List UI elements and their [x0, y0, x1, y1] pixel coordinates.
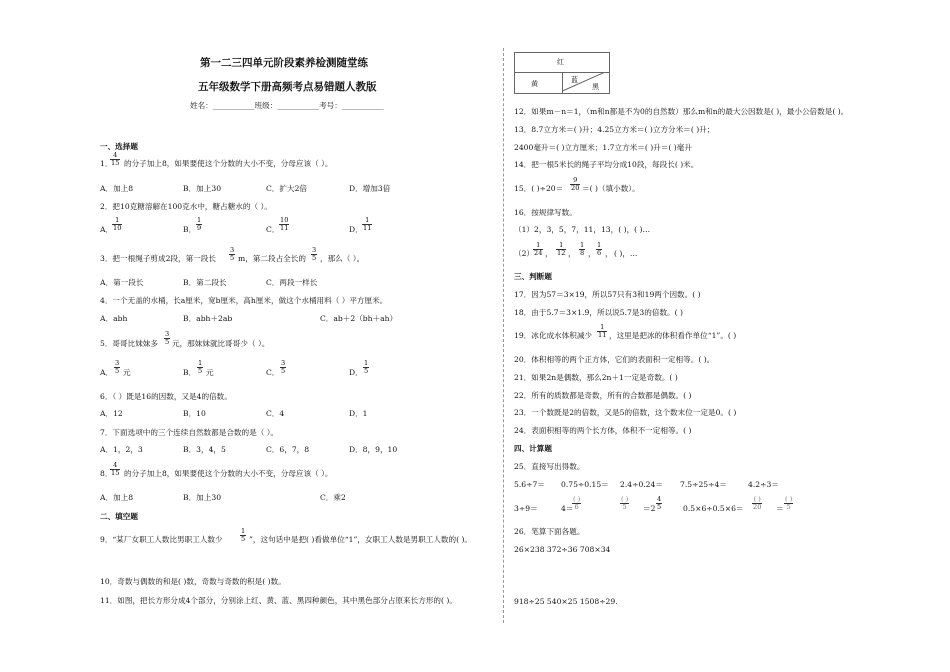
- q1-option-d[interactable]: D．增加3倍: [349, 184, 391, 193]
- q1-option-b[interactable]: B．加上30: [183, 184, 222, 193]
- question-1: 1．: [100, 159, 113, 168]
- question-3: 3．把一根绳子剪成2段，第一段长: [100, 254, 216, 263]
- q4-option-b[interactable]: B．abh＋2ab: [183, 314, 233, 323]
- q4-option-a[interactable]: A．abh: [100, 314, 128, 323]
- q7-option-d[interactable]: D．8，9，10: [349, 445, 398, 454]
- calc-1-5: 4.2÷3＝: [748, 480, 779, 489]
- q1-option-a[interactable]: A．加上8: [100, 184, 134, 193]
- question-25: 25．直接写出得数。: [514, 462, 585, 471]
- q5-option-a-fraction: $\frac{3}{5}$: [115, 359, 120, 375]
- q6-option-b[interactable]: B．10: [183, 409, 206, 418]
- question-14: 14．把一根5米长的绳子平均分成10段，每段长( )米。: [514, 160, 699, 169]
- q2-option-d[interactable]: D．: [349, 225, 363, 234]
- calc-2-3-fraction: ( ) 5: [621, 495, 629, 511]
- calc-2-4: 0.5×6÷0.5×6＝: [683, 504, 744, 513]
- q7-option-a[interactable]: A．1，2，3: [100, 445, 143, 454]
- section-judge: 三、判断题: [514, 272, 552, 281]
- q5-option-b-unit: 元: [206, 368, 214, 377]
- q5-option-a-unit: 元: [123, 368, 131, 377]
- question-11: 11．如图，把长方形分成4个部分，分别涂上红、黄、蓝、黑四种颜色，其中黑色部分占原来长方形的( )。: [100, 596, 457, 605]
- question-9-end: ”，这句话中是把( )看做单位“1”，女职工人数是男职工人数的( )。: [249, 535, 472, 544]
- q5-option-c-fraction: $\frac{3}{5}$: [281, 359, 286, 375]
- q2-option-d-fraction: $\frac{1}{11}$: [363, 216, 372, 232]
- q16-comma-1: ，: [545, 249, 553, 258]
- question-19: 19．冰化成水体积减少: [514, 331, 593, 340]
- calc-1-2: 0.75÷0.15＝: [561, 480, 609, 489]
- student-info-line: 姓名：___________班级：___________考号：___________: [190, 101, 384, 110]
- section-calc: 四、计算题: [514, 444, 552, 453]
- rectangle-figure: [514, 52, 610, 94]
- q16-comma-3: ，: [588, 249, 596, 258]
- calc-2-3-mixed-fraction: $\frac{4}{5}$: [657, 495, 662, 511]
- q8-option-c[interactable]: C．乘2: [320, 493, 346, 502]
- q3-option-c[interactable]: C．两段一样长: [266, 278, 318, 287]
- q2-option-c-fraction: $\frac{10}{11}$: [280, 216, 289, 232]
- q2-option-a-fraction: $\frac{1}{10}$: [113, 216, 122, 232]
- calc-2-5-result-fraction: ( ) 5: [785, 495, 793, 511]
- calc-1-1: 5.6÷7＝: [514, 480, 545, 489]
- q5-option-d[interactable]: D．: [349, 368, 363, 377]
- q6-option-d[interactable]: D．1: [349, 409, 368, 418]
- question-18: 18．由于5.7＝3×1.9，所以说5.7是3的倍数。( ): [514, 308, 683, 317]
- question-5: 5．哥哥比妹妹多: [100, 339, 158, 348]
- q6-option-a[interactable]: A．12: [100, 409, 123, 418]
- question-2: 2．把10克糖溶解在100克水中，糖占糖水的（ ）。: [100, 202, 272, 211]
- q5-option-d-fraction: $\frac{1}{5}$: [364, 359, 369, 375]
- section-fill: 二、填空题: [100, 512, 138, 521]
- question-6: 6．（ ）既是16的因数，又是4的倍数。: [100, 392, 232, 401]
- question-5-end: 元，那妹妹就比哥哥少（ ）。: [172, 339, 270, 348]
- figure-label-blue: 蓝: [571, 76, 578, 84]
- question-16-part-2-end: ( )，…: [614, 249, 638, 258]
- calc-2-3-mid: ＝2: [643, 504, 656, 513]
- q2-option-c[interactable]: C．: [266, 225, 280, 234]
- q16-comma-2: ，: [568, 249, 576, 258]
- question-1-fraction: $\frac{4}{15}$: [111, 151, 120, 167]
- question-19-end: ，这里是把冰的体积看作单位“1”。( ): [609, 331, 737, 340]
- question-22: 22．所有的质数都是奇数，所有的合数都是偶数。( ): [514, 391, 692, 400]
- q5-option-b-fraction: $\frac{1}{5}$: [198, 359, 203, 375]
- question-20: 20．体积相等的两个正方体，它们的表面积一定相等。( )。: [514, 355, 715, 364]
- calc-2-2: 4＝: [561, 504, 574, 513]
- q5-option-b[interactable]: B．: [183, 368, 197, 377]
- question-3-fraction-b: $\frac{3}{5}$: [312, 246, 317, 262]
- column-divider: [503, 48, 504, 623]
- calc-2-2-fraction: ( ) 6: [573, 495, 581, 511]
- question-13-b: 2400毫升＝( )立方厘米；1.7立方米＝( )升＝( )毫升: [514, 143, 692, 152]
- question-17: 17．因为57＝3×19，所以57只有3和19两个因数。( ): [514, 290, 701, 299]
- question-26: 26．笔算下面各题。: [514, 527, 585, 536]
- question-9: 9．“某厂女职工人数比男职工人数少: [100, 535, 223, 544]
- question-4: 4．一个无盖的水桶，长a厘米，宽b厘米，高h厘米，做这个水桶用料（ ）平方厘米。: [100, 296, 388, 305]
- exam-subtitle: 五年级数学下册高频考点易错题人教版: [198, 81, 377, 93]
- written-calc-row-1: 26×238 372÷36 708×34: [514, 545, 611, 554]
- q8-option-b[interactable]: B．加上30: [183, 493, 222, 502]
- q16-fraction-3: $\frac{1}{8}$: [580, 241, 585, 257]
- q5-option-a[interactable]: A．: [100, 368, 114, 377]
- q1-option-c[interactable]: C．扩大2倍: [266, 184, 308, 193]
- exam-title: 第一二三四单元阶段素养检测随堂练: [200, 57, 368, 69]
- q7-option-c[interactable]: C．6，7，8: [266, 445, 310, 454]
- question-15-fraction: $\frac{9}{20}$: [571, 176, 580, 192]
- question-8-fraction: $\frac{4}{15}$: [111, 461, 120, 477]
- question-8-text: 的分子加上8，如果要使这个分数的大小不变，分母应该（ ）。: [124, 469, 333, 478]
- question-9-fraction: $\frac{1}{5}$: [241, 527, 246, 543]
- question-19-fraction: $\frac{1}{11}$: [598, 323, 607, 339]
- q3-option-a[interactable]: A．第一段长: [100, 278, 144, 287]
- section-choice: 一、选择题: [100, 142, 138, 151]
- question-16: 16．按规律写数。: [514, 208, 577, 217]
- question-23: 23．一个数既是2的倍数，又是5的倍数，这个数末位一定是0。( ): [514, 408, 737, 417]
- q6-option-c[interactable]: C．4: [266, 409, 285, 418]
- calc-2-1: 3÷9＝: [514, 504, 538, 513]
- calc-2-5-fraction: ( ) 20: [753, 495, 762, 511]
- question-3-mid: m，第二段占全长的: [238, 254, 306, 263]
- question-1-text: 的分子加上8，如果要使这个分数的大小不变，分母应该（ ）。: [124, 159, 333, 168]
- q16-fraction-2: $\frac{1}{12}$: [557, 241, 566, 257]
- q16-fraction-1: $\frac{1}{24}$: [534, 241, 543, 257]
- q2-option-a[interactable]: A．: [100, 225, 114, 234]
- calc-1-3: 2.4÷0.24＝: [620, 480, 663, 489]
- q7-option-b[interactable]: B．3，4，5: [183, 445, 226, 454]
- calc-2-5-mid: ＝: [776, 504, 784, 513]
- q8-option-a[interactable]: A．加上8: [100, 493, 134, 502]
- question-8: 8．: [100, 469, 113, 478]
- figure-label-yellow: 黄: [531, 80, 538, 88]
- question-24: 24．表面积相等的两个长方体，体积不一定相等。( ): [514, 426, 692, 435]
- q16-fraction-4: $\frac{1}{6}$: [597, 241, 602, 257]
- question-16-part-2: （2）: [514, 249, 535, 258]
- question-12: 12．如果m－n＝1，（m和n都是不为0的自然数）那么m和n的最大公因数是( )，最小公倍数是( )。: [514, 107, 849, 116]
- question-15-end: ＝( )（填小数）。: [582, 184, 640, 193]
- q16-comma-4: ，: [605, 249, 613, 258]
- q5-option-c[interactable]: C．: [266, 368, 280, 377]
- q3-option-b[interactable]: B．第二段长: [183, 278, 227, 287]
- q4-option-c[interactable]: C．ab＋2（bh＋ah）: [320, 314, 398, 323]
- question-5-fraction: $\frac{3}{5}$: [165, 330, 170, 346]
- written-calc-row-2: 918÷25 540×25 1508÷29.: [514, 597, 618, 606]
- q2-option-b[interactable]: B．: [183, 225, 197, 234]
- question-13-a: 13．8.7立方米＝( )升；4.25立方米＝( )立方分米＝( )升；: [514, 125, 715, 134]
- question-21: 21．如果2n是偶数，那么2n＋1一定是奇数。( ): [514, 373, 678, 382]
- question-3-end: ，那么（ ）。: [320, 254, 365, 263]
- figure-label-red: 红: [557, 58, 564, 66]
- figure-label-black: 黑: [592, 83, 599, 91]
- question-3-fraction-a: $\frac{3}{5}$: [230, 246, 235, 262]
- question-10: 10．奇数与偶数的和是( )数，奇数与奇数的积是( )数。: [100, 577, 286, 586]
- question-16-part-1: （1）2，3，5，7，11，13，( )，( )…: [514, 225, 651, 234]
- question-15: 15．( )÷20＝: [514, 184, 564, 193]
- q2-option-b-fraction: $\frac{1}{9}$: [197, 216, 202, 232]
- calc-1-4: 7.5÷25÷4＝: [680, 480, 727, 489]
- question-7: 7．下面选项中的三个连续自然数都是合数的是（ ）。: [100, 428, 279, 437]
